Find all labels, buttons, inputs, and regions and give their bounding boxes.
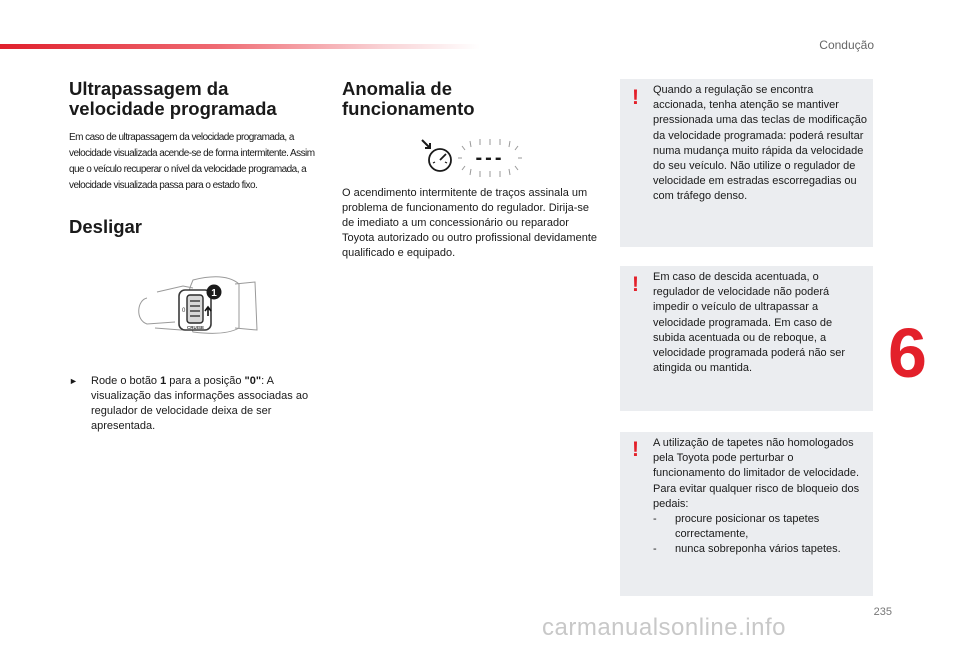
anomaly-heading: Anomalia de funcionamento: [342, 78, 475, 119]
step-position-value: "0": [244, 375, 262, 387]
list-dash: -: [653, 543, 657, 556]
list-dash: -: [653, 513, 657, 526]
warning-note-3: [620, 432, 873, 596]
overtake-heading: Ultrapassagem da velocidade programada: [69, 78, 277, 119]
watermark: carmanualsonline.info: [542, 614, 786, 641]
list-item-text: nunca sobreponha vários tapetes.: [675, 543, 841, 556]
speed-display-dashes: ---: [475, 147, 505, 169]
warning-note-2: [620, 266, 873, 411]
cruise-lever-illustration: [135, 270, 263, 342]
speedometer-dashes-illustration: [418, 136, 528, 180]
step-button-number: 1: [160, 375, 167, 387]
warning-note-3-intro: A utilização de tapetes não homologados pela Toyota pode perturbar o funcionamento do limitador de velocidade. Para evitar qualquer risco de bloqueio dos pedais:: [653, 437, 860, 510]
warning-note-2-text: Em caso de descida acentuada, o regulador de velocidade não poderá impedir o veículo de ultrapassar a velocidade programada. Em caso de subida acentuada ou de reboque, a velocidade programada poderá não ser atingida ou mantida.: [653, 271, 846, 375]
warning-note-1: [620, 79, 873, 247]
anomaly-paragraph: O acendimento intermitente de traços assinala um problema de funcionamento do regulador. Dirija-se de imediato a um concessionário ou reparador Toyota autorizado ou outro profissional devidamente qualificado e equipado.: [342, 187, 597, 259]
chapter-number: 6: [888, 314, 927, 392]
step-text-middle: para a posição: [166, 375, 245, 387]
blink-arrow-icon: [422, 140, 430, 148]
step-arrow-icon: ►: [69, 376, 78, 386]
off-step: [69, 374, 331, 434]
section-header: Condução: [819, 38, 874, 52]
top-accent-bar: [0, 44, 480, 49]
step-text-after: : A visualização das informações associadas ao regulador de velocidade deixa de ser apresentada.: [91, 375, 309, 432]
off-heading: Desligar: [69, 216, 143, 237]
warning-icon: !: [632, 86, 639, 109]
warning-icon: !: [632, 273, 639, 296]
lever-callout-number: 1: [211, 288, 217, 299]
overtake-paragraph: Em caso de ultrapassagem da velocidade programada, a velocidade visualizada acende-se de forma intermitente. Assim que o veículo recuperar o nível da velocidade programada, a velocidade visualizada passa para o estado fixo.: [69, 132, 315, 191]
warning-note-1-text: Quando a regulação se encontra accionada, tenha atenção se mantiver pressionada uma das teclas de modificação da velocidade programada: poderá resultar numa mudança muito rápida da velocidade do seu veículo. Não utilize o regulador de velocidade em estradas escorregadias ou com tráfego denso.: [653, 84, 868, 203]
list-item: [653, 542, 867, 557]
warning-icon: !: [632, 438, 639, 461]
warning-note-3-text: [653, 436, 867, 558]
list-item-text: procure posicionar os tapetes correctamente,: [675, 513, 820, 541]
lever-cruise-label: CRUISE: [187, 325, 205, 330]
step-text-before: Rode o botão: [91, 375, 161, 387]
page-number: 235: [873, 606, 892, 618]
list-item: [653, 512, 867, 542]
off-step-text: [91, 374, 331, 434]
lever-zero-mark: 0: [182, 308, 186, 314]
